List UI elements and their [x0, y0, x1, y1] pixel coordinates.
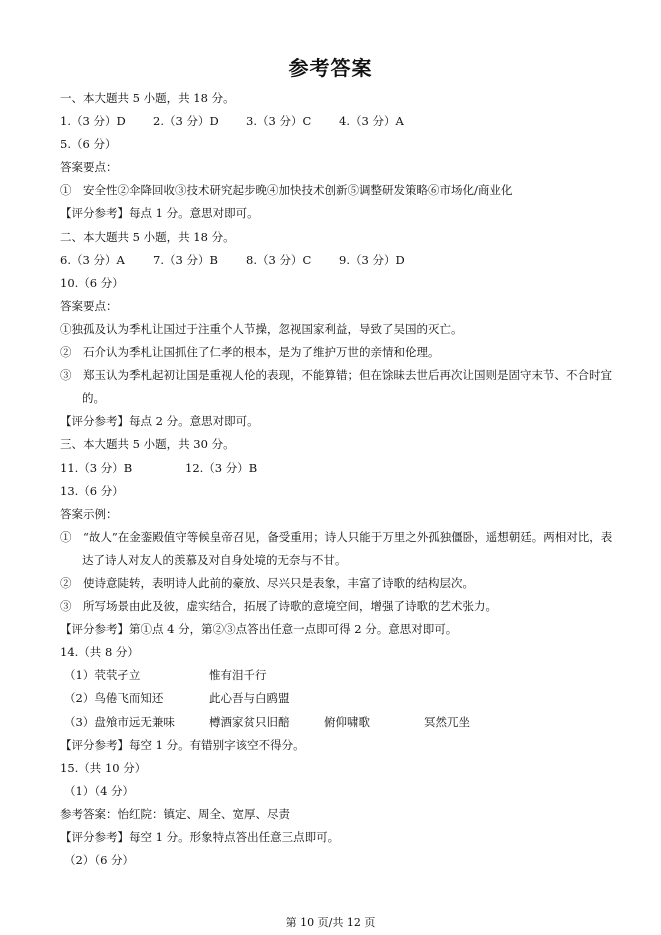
q14-blank-6: 樽酒家贫只旧醅 [209, 714, 290, 729]
example-point-1: ① “故人”在金銮殿值守等候皇帝召见，备受重用；诗人只能于万里之外孤独僵卧，遥想朝廷。两相对比，表达了诗人对友人的羡慕及对自身处境的无奈与不甘。 [60, 529, 613, 567]
q14-blank-8: 冥然兀坐 [424, 714, 470, 729]
scoring-note-q14: 【评分参考】每空 1 分。有错别字该空不得分。 [60, 737, 305, 752]
answer-example-label: 答案示例： [60, 506, 118, 521]
answer-q11: 11.（3 分）B [60, 460, 133, 475]
q14-blank-2: 惟有泪千行 [209, 668, 267, 683]
answer-q8: 8.（3 分）C [246, 252, 312, 267]
q14-row-1 [60, 664, 620, 687]
q14-row-2 [60, 687, 620, 710]
section1-heading: 一、本大题共 5 小题，共 18 分。 [60, 91, 235, 105]
answer-q6: 6.（3 分）A [60, 252, 125, 267]
scoring-note-q15: 【评分参考】每空 1 分。形象特点答出任意三点即可。 [60, 830, 340, 844]
example-point-3: ③ 所写场景由此及彼，虚实结合，拓展了诗歌的意境空间，增强了诗歌的艺术张力。 [60, 599, 497, 614]
key-points-label: 答案要点： [60, 160, 118, 175]
key-point-1: ①独孤及认为季札让国过于注重个人节操，忽视国家利益，导致了吴国的灭亡。 [60, 321, 463, 336]
answer-q3: 3.（3 分）C [246, 114, 312, 129]
question-10-label: 10.（6 分） [60, 275, 124, 290]
q15-part-2-label: （2）（6 分） [64, 853, 135, 868]
section2-answers [60, 249, 620, 272]
answer-q1: 1.（3 分）D [60, 114, 126, 129]
question-14-label: 14.（共 8 分） [60, 645, 139, 660]
q14-blank-7: 俯仰啸歌 [324, 714, 370, 729]
key-point-3: ③ 郑玉认为季札起初让国是重视人伦的表现，不能算错；但在馀昧去世后再次让国则是固守末节、不合时宜的。 [60, 368, 612, 406]
answer-q9: 9.（3 分）D [339, 252, 405, 267]
answer-content [60, 87, 620, 872]
q14-row-3 [60, 711, 620, 734]
question-15-label: 15.（共 10 分） [60, 760, 147, 775]
section2-heading: 二、本大题共 5 小题，共 18 分。 [60, 229, 235, 244]
section1-answers [60, 110, 620, 133]
key-points-q5: ① 安全性②伞降回收③技术研究起步晚④加快技术创新⑤调整研发策略⑥市场化/商业化 [60, 183, 513, 198]
section3-heading: 三、本大题共 5 小题，共 30 分。 [60, 437, 235, 452]
answer-q4: 4.（3 分）A [339, 114, 404, 129]
question-5-label: 5.（6 分） [60, 137, 117, 152]
answer-q12: 12.（3 分）B [185, 460, 258, 475]
scoring-note-q10: 【评分参考】每点 2 分。意思对即可。 [60, 414, 259, 429]
q14-blank-5: （3）盘飧市远无兼味 [64, 714, 175, 729]
answer-q7: 7.（3 分）B [153, 252, 218, 267]
scoring-note-q13: 【评分参考】第①点 4 分，第②③点答出任意一点即可得 2 分。意思对即可。 [60, 622, 458, 637]
answer-q2: 2.（3 分）D [153, 114, 219, 129]
page-number-footer: 第 10 页/共 12 页 [285, 916, 376, 929]
section3-answers [60, 457, 620, 480]
example-point-2: ② 使诗意陡转，表明诗人此前的豪放、尽兴只是表象，丰富了诗歌的结构层次。 [60, 575, 474, 590]
q14-blank-3: （2）鸟倦飞而知还 [64, 691, 164, 706]
q14-blank-1: （1）茕茕孑立 [64, 668, 141, 683]
q15-part-1-label: （1）（4 分） [64, 783, 135, 798]
key-points-label: 答案要点： [60, 298, 118, 313]
key-point-2: ② 石介认为季札让国抓住了仁孝的根本，是为了维护万世的亲情和伦理。 [60, 345, 440, 360]
q15-reference-answer: 参考答案：怡红院：镇定、周全、宽厚、尽责 [60, 806, 290, 821]
scoring-note-q5: 【评分参考】每点 1 分。意思对即可。 [60, 206, 259, 221]
q14-blank-4: 此心吾与白鸥盟 [209, 691, 290, 706]
page-title: 参考答案 [288, 56, 373, 80]
question-13-label: 13.（6 分） [60, 483, 124, 498]
